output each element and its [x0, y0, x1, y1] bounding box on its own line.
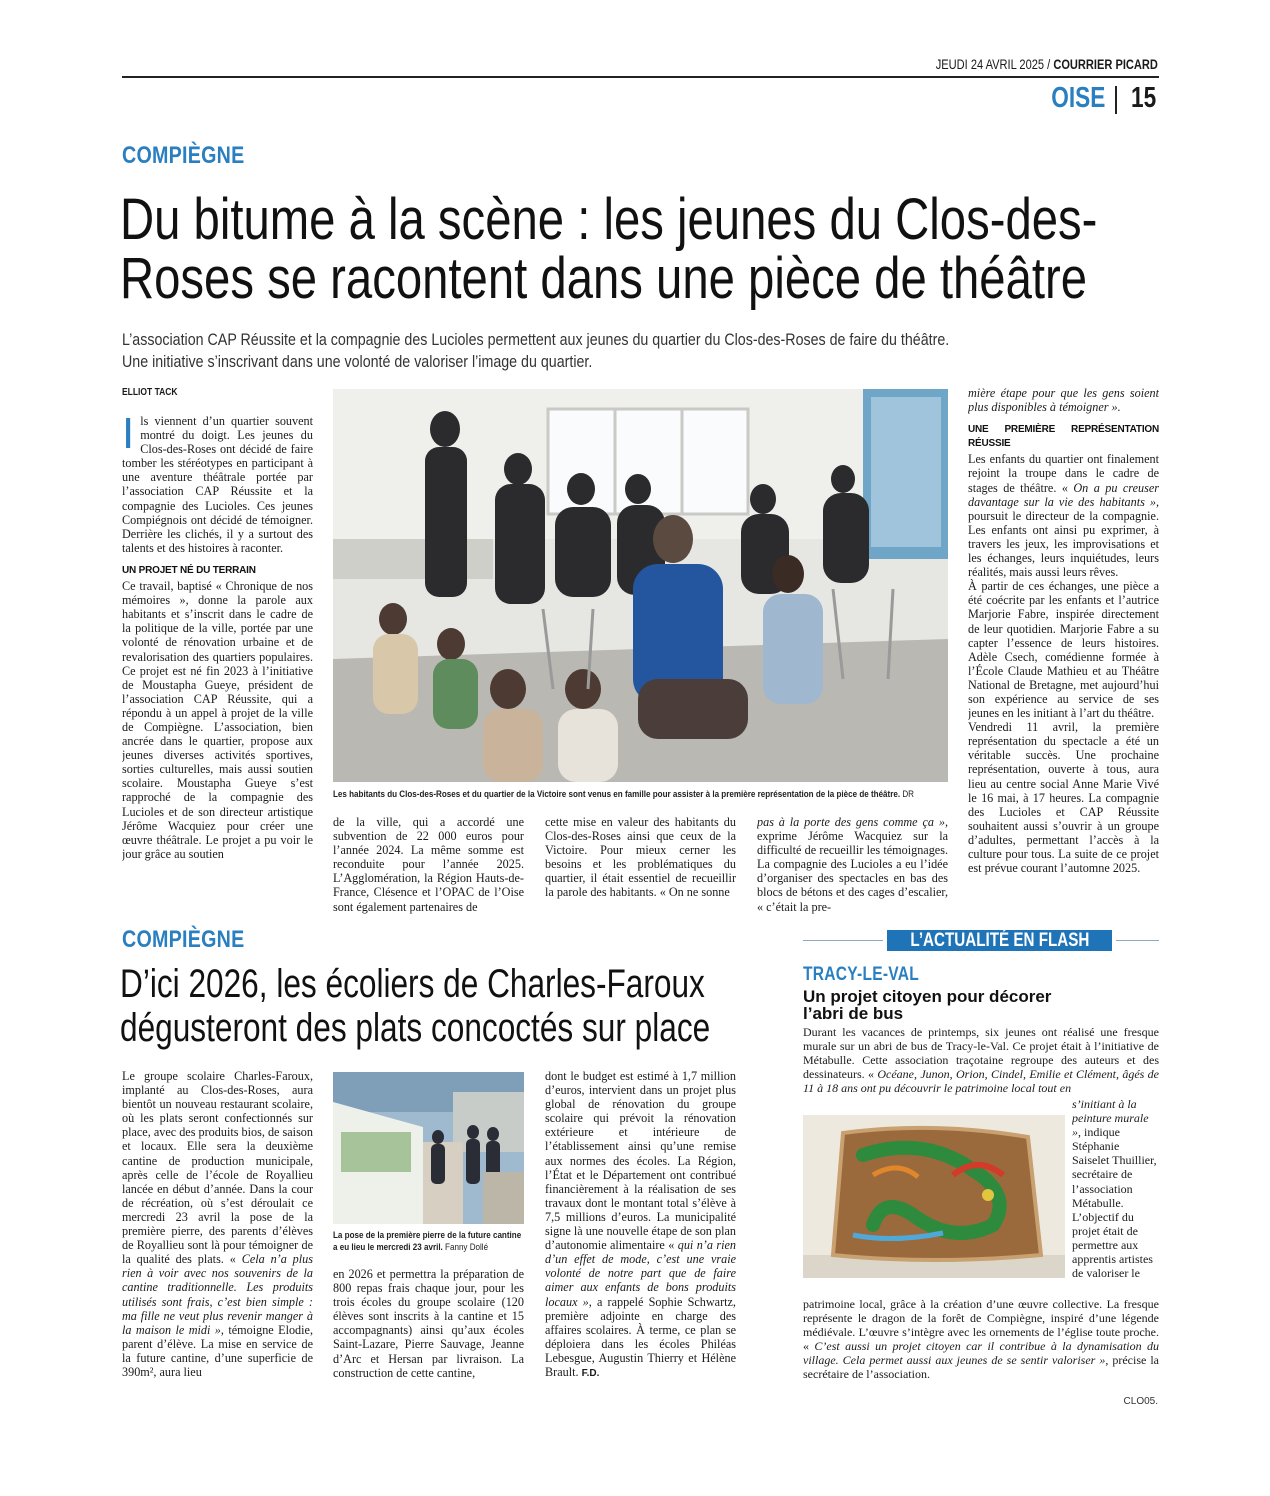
header-rule — [122, 76, 1159, 78]
article1-kicker: COMPIÈGNE — [122, 142, 245, 169]
flash-headline: Un projet citoyen pour décorer l’abri de bus — [803, 987, 1052, 1023]
ceremony-illustration — [333, 1072, 524, 1224]
cantine-ceremony-photo — [333, 1072, 524, 1224]
article1-column-2: de la ville, qui a accordé une subvention de 22 000 euros pour l’année 2024. La même somme est reconduite pour l’année 2025. L’Agglomération, la Région Hauts-de-France, Clésence et l’OPAC de l’Oise sont également partenaires de — [333, 815, 524, 914]
article1-column-3: cette mise en valeur des habitants du Clos-des-Roses ainsi que ceux de la Victoire. Pour mieux cerner les besoins et les problématiques du quartier, il était essentiel de recueillir la parole des habitants. « On ne sonne — [545, 815, 736, 900]
article2-column-2: en 2026 et permettra la préparation de 800 repas frais chaque jour, pour les trois écoles du groupe scolaire (120 élèves sont inscrits à la cantine et 15 accompagnants) ainsi qu’aux écoles Saint-Lazare, Pierre Sauvage, Jeanne d’Arc et Hersan par livraison. La construction de cette cantine, — [333, 1267, 524, 1380]
article1-column-1 — [122, 414, 313, 914]
audience-illustration — [333, 389, 948, 782]
flash-side-column: s’initiant à la peinture murale », indique Stéphanie Saiselet Thuillier, secrétaire de l’association Métabulle. L’objectif du projet était de permettre aux apprentis artistes de valoriser le — [1072, 1097, 1157, 1281]
article1-byline: ELLIOT TACK — [122, 387, 178, 398]
mural-illustration — [803, 1115, 1065, 1278]
newspaper-name: COURRIER PICARD — [1053, 57, 1158, 72]
photo-credit-2: Fanny Dollé — [445, 1241, 489, 1252]
article2-kicker: COMPIÈGNE — [122, 926, 245, 953]
article2-headline: D’ici 2026, les écoliers de Charles-Faroux dégusteront des plats concoctés sur place — [120, 962, 711, 1050]
section-label: OISE — [1050, 82, 1105, 114]
article2-column-3: dont le budget est estimé à 1,7 million d’euros, intervient dans un projet plus global de rénovation du groupe scolaire qui prévoit la rénovation extérieure et intérieure de l’établissement ainsi qu’une remise aux normes des écoles. La Région, l’État et le Département ont contribué financièrement à la réalisation de ses travaux dont le montant total s’élève à 7,5 millions d’euros. La municipalité signe là une nouvelle étape de son plan d’autonomie alimentaire « qui n’a rien d’un effet de mode, c’est une vraie volonté de notre part que de faire aimer aux enfants de bons produits locaux », a rappelé Sophie Schwartz, première adjointe en charge des affaires scolaires. À terme, ce plan se déploiera dans les écoles Philéas Lebesgue, Augustin Thierry et Hélène Brault. F.D. — [545, 1069, 736, 1379]
article1-column-5: mière étape pour que les gens soient plus disponibles à témoigner ». UNE PREMIÈRE REPRÉSENTATION RÉUSSIE Les enfants du quartier ont finalement rejoint la troupe dans le cadre de stages de théâtre. « On a pu creuser davantage sur la vie des habitants », poursuit le directeur de la compagnie. Les enfants ont ainsi pu exprimer, à travers les jeux, les improvisations et les échanges, leurs inquiétudes, leurs réalités, mais aussi leurs rêves. À partir de ces échanges, une pièce a été coécrite par les enfants et l’autrice Marjorie Fabre, inspirée directement de leur quotidien. Marjorie Fabre a su capter l’essence de leurs histoires. Adèle Csech, comédienne formée à l’École Claude Mathieu et au Théâtre National de Bretagne, met aujourd’hui son expérience au service de ses jeunes en les initiant à l’art du théâtre. Vendredi 11 avril, la première représentation du spectacle a été un véritable succès. Une prochaine représentation, ouverte à tous, aura lieu au centre social Anne Marie Vivé le 16 mai, à 17 heures. La compagnie des Lucioles et CAP Réussite souhaitent aussi s’ouvrir à un groupe d’adultes, permettant l’accès à la culture pour tous. La suite de ce projet est prévue courant l’automne 2025. — [968, 386, 1159, 876]
page-number: 15 — [1131, 82, 1157, 114]
flash-rule-right — [1116, 940, 1159, 941]
subhead-projet: UN PROJET NÉ DU TERRAIN — [122, 564, 256, 576]
article1-column-4: pas à la porte des gens comme ça », exprime Jérôme Wacquiez sur la difficulté de recueillir les témoignages. La compagnie des Lucioles a eu l’idée d’organiser des spectacles en bas des blocs de bétons et des cages d’escalier, « c’était la pre- — [757, 815, 948, 914]
drop-cap: I — [122, 414, 135, 458]
article2-signature: F.D. — [581, 1367, 600, 1379]
flash-paragraph-1: Durant les vacances de printemps, six jeunes ont réalisé une fresque murale sur un abri de bus de Tracy-le-Val. Ce projet était à l’initiative de Métabulle. Cette association traçotaine regroupe des auteurs et des dessinateurs. « Océane, Junon, Orion, Cindel, Emilie et Clément, âgés de 11 à 18 ans ont pu découvrir le patrimoine local tout en — [803, 1025, 1159, 1096]
dragon-mural-photo — [803, 1115, 1065, 1278]
issue-date: JEUDI 24 AVRIL 2025 — [935, 57, 1045, 72]
masthead-date-line — [936, 57, 1158, 72]
theatre-audience-photo — [333, 389, 948, 782]
flash-kicker: TRACY-LE-VAL — [803, 964, 920, 985]
article2-photo-caption: La pose de la première pierre de la future cantine a eu lieu le mercredi 23 avril. Fanny Dollé — [333, 1229, 522, 1252]
article1-headline: Du bitume à la scène : les jeunes du Clos-des- Roses se racontent dans une pièce de théâtre — [120, 187, 1098, 311]
article1-col1-paragraph: Ce travail, baptisé « Chronique de nos mémoires », donne la parole aux habitants et s’inscrit dans le cadre de la politique de la ville, portée par une volonté de rénovation urbaine et de revalorisation des quartiers populaires. Ce projet est né fin 2023 à l’initiative de Moustapha Gueye, président de l’association CAP Réussite, qui a répondu à un appel à projet de la ville de Compiègne. L’association, bien ancrée dans le quartier, propose aux jeunes diverses activités sportives, sorties culturelles, mais aussi soutien scolaire. Moustapha Gueye s’est rapproché de la compagnie des Lucioles et de son directeur artistique Jérôme Wacquiez pour créer une œuvre théâtrale. Le projet a pu voir le jour grâce au soutien — [122, 579, 313, 861]
article1-photo-caption: Les habitants du Clos-des-Roses et du quartier de la Victoire sont venus en famille pour assister à la première représentation de la pièce de théâtre. DR — [333, 788, 914, 799]
page-code: CLO05. — [1123, 1396, 1158, 1407]
flash-paragraph-2: patrimoine local, grâce à la création d’une œuvre collective. La fresque représente le dragon de la forêt de Compiègne, inspiré d’une légende médiévale. L’œuvre s’intègre avec les ornements de l’église toute proche. « C’est aussi un projet citoyen car il contribue à la dynamisation du village. Cela permet aussi aux jeunes de se sentir valoriser », précise la secrétaire de l’association. — [803, 1297, 1159, 1382]
flash-rule-left — [803, 940, 883, 941]
article2-column-1: Le groupe scolaire Charles-Faroux, implanté au Clos-des-Roses, aura bientôt un nouveau restaurant scolaire, où les plats seront confectionnés sur place, avec des produits bios, de saison et locaux. Elle sera la deuxième cantine de production municipale, après celle de l’école de Royallieu lancée en début d’année. Dans la cour de récréation, où s’est déroulait ce mercredi 23 avril la pose de la première pierre, des parents d’élèves de Royallieu sont là pour témoigner de la qualité des plats. « Cela n’a plus rien à voir avec nos souvenirs de la cantine traditionnelle. Les produits utilisés sont frais, c’est bien simple : ma fille ne veut plus revenir manger à la maison le midi », témoigne Elodie, parent d’élève. La mise en service de la future cantine, d’une superficie de 390m², aura lieu — [122, 1069, 313, 1379]
article1-lead: L’association CAP Réussite et la compagnie des Lucioles permettent aux jeunes du quartier du Clos-des-Roses de faire du théâtre. Une initiative s’inscrivant dans une volonté de valoriser l’image du quartier. — [122, 331, 950, 371]
section-divider — [1115, 86, 1117, 114]
photo-credit: DR — [902, 788, 914, 799]
article1-intro: Ils viennent d’un quartier souvent montré du doigt. Les jeunes du Clos-des-Roses ont décidé de faire tomber les stéréotypes en participant à une aventure théâtrale portée par l’association CAP Réussite et la compagnie des Lucioles. Ces jeunes Compiégnois ont décidé de témoigner. Derrière les clichés, il y a surtout des talents et des histoires à raconter. — [122, 414, 313, 555]
date-separator: / — [1047, 57, 1051, 72]
flash-banner: L’ACTUALITÉ EN FLASH — [887, 930, 1112, 951]
subhead-representation: UNE PREMIÈRE REPRÉSENTATION RÉUSSIE — [968, 424, 1159, 450]
